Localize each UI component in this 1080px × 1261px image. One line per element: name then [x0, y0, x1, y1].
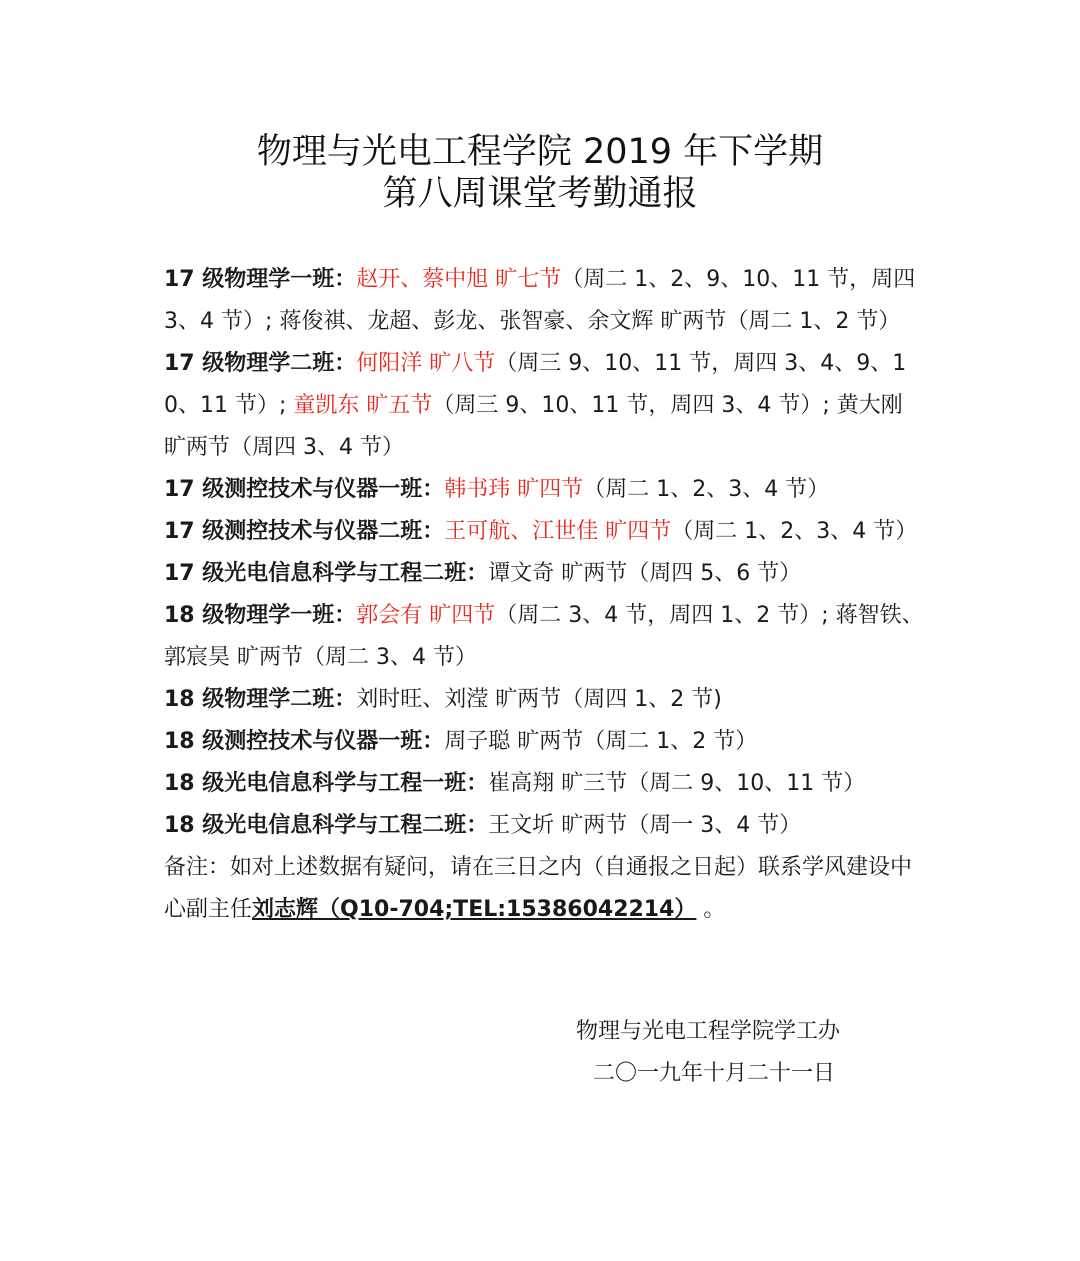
- doc-title-line1: 物理与光电工程学院 2019 年下学期: [256, 132, 824, 172]
- class-label: 17 级物理学二班：: [164, 351, 357, 376]
- absence-detail: 谭文奇 旷两节（周四 5、6 节）: [488, 561, 802, 586]
- note-text: 备注：如对上述数据有疑问，请在三日之内（自通报之日起）联系学风建设中心副主任: [164, 855, 913, 922]
- absence-detail: （周二 1、2、9、10、11 节，周四 3、4 节）; 蒋俊祺、龙超、彭龙、张智豪、余文辉 旷两节（周二 1、2 节）: [164, 267, 916, 334]
- signature-date: 二〇一九年十月二十一日: [593, 1061, 836, 1086]
- class-entry: [164, 469, 924, 511]
- absence-detail: 崔高翔 旷三节（周二 9、10、11 节）: [488, 771, 866, 796]
- class-entry: [164, 259, 924, 343]
- class-label: 18 级测控技术与仪器一班：: [164, 729, 445, 754]
- note-end: 。: [696, 897, 726, 922]
- absence-detail: 刘时旺、刘滢 旷两节（周四 1、2 节): [356, 687, 722, 712]
- attendance-list: [164, 259, 924, 931]
- absence-detail: （周三 9、10、11 节，周四 3、4、9、10、11 节）;: [164, 351, 907, 418]
- absence-detail: （周二 1、2、3、4 节）: [671, 519, 918, 544]
- class-label: 17 级物理学一班：: [164, 267, 357, 292]
- class-entry: [164, 595, 924, 679]
- signature-org: 物理与光电工程学院学工办: [576, 1019, 841, 1044]
- class-entry: [164, 679, 924, 721]
- absence-detail: （周二 3、4 节，周四 1、2 节）; 蒋智铁、郭宸昊 旷两节（周二 3、4 节）: [164, 603, 924, 670]
- class-entry: [164, 763, 924, 805]
- class-label: 17 级测控技术与仪器二班：: [164, 519, 445, 544]
- class-label: 17 级光电信息科学与工程二班：: [164, 561, 489, 586]
- absent-highlight: 何阳洋 旷八节: [356, 351, 496, 376]
- absent-highlight: 郭会有 旷四节: [356, 603, 496, 628]
- contact-person: 刘志辉（Q10-704;TEL:15386042214）: [252, 897, 697, 922]
- absent-highlight: 赵开、蔡中旭 旷七节: [356, 267, 562, 292]
- class-label: 18 级物理学一班：: [164, 603, 357, 628]
- absence-detail: （周二 1、2、3、4 节）: [583, 477, 830, 502]
- absence-detail: 周子聪 旷两节（周二 1、2 节）: [444, 729, 758, 754]
- class-label: 17 级测控技术与仪器一班：: [164, 477, 445, 502]
- absent-highlight: 王可航、江世佳 旷四节: [444, 519, 672, 544]
- class-label: 18 级光电信息科学与工程二班：: [164, 813, 489, 838]
- entries-container: [164, 259, 924, 847]
- absent-highlight: 童凯东 旷五节: [293, 393, 433, 418]
- absence-detail: （周三 9、10、11 节，周四 3、4 节）; 黄大刚 旷两节（周四 3、4 节）: [164, 393, 903, 460]
- class-entry: [164, 511, 924, 553]
- class-entry: [164, 343, 924, 469]
- absent-highlight: 韩书玮 旷四节: [444, 477, 584, 502]
- class-entry: [164, 805, 924, 847]
- class-entry: [164, 721, 924, 763]
- class-label: 18 级物理学二班：: [164, 687, 357, 712]
- class-entry: [164, 553, 924, 595]
- doc-title-line2: 第八周课堂考勤通报: [382, 174, 698, 214]
- class-label: 18 级光电信息科学与工程一班：: [164, 771, 489, 796]
- absence-detail: 王文圻 旷两节（周一 3、4 节）: [488, 813, 802, 838]
- note-paragraph: [164, 847, 924, 931]
